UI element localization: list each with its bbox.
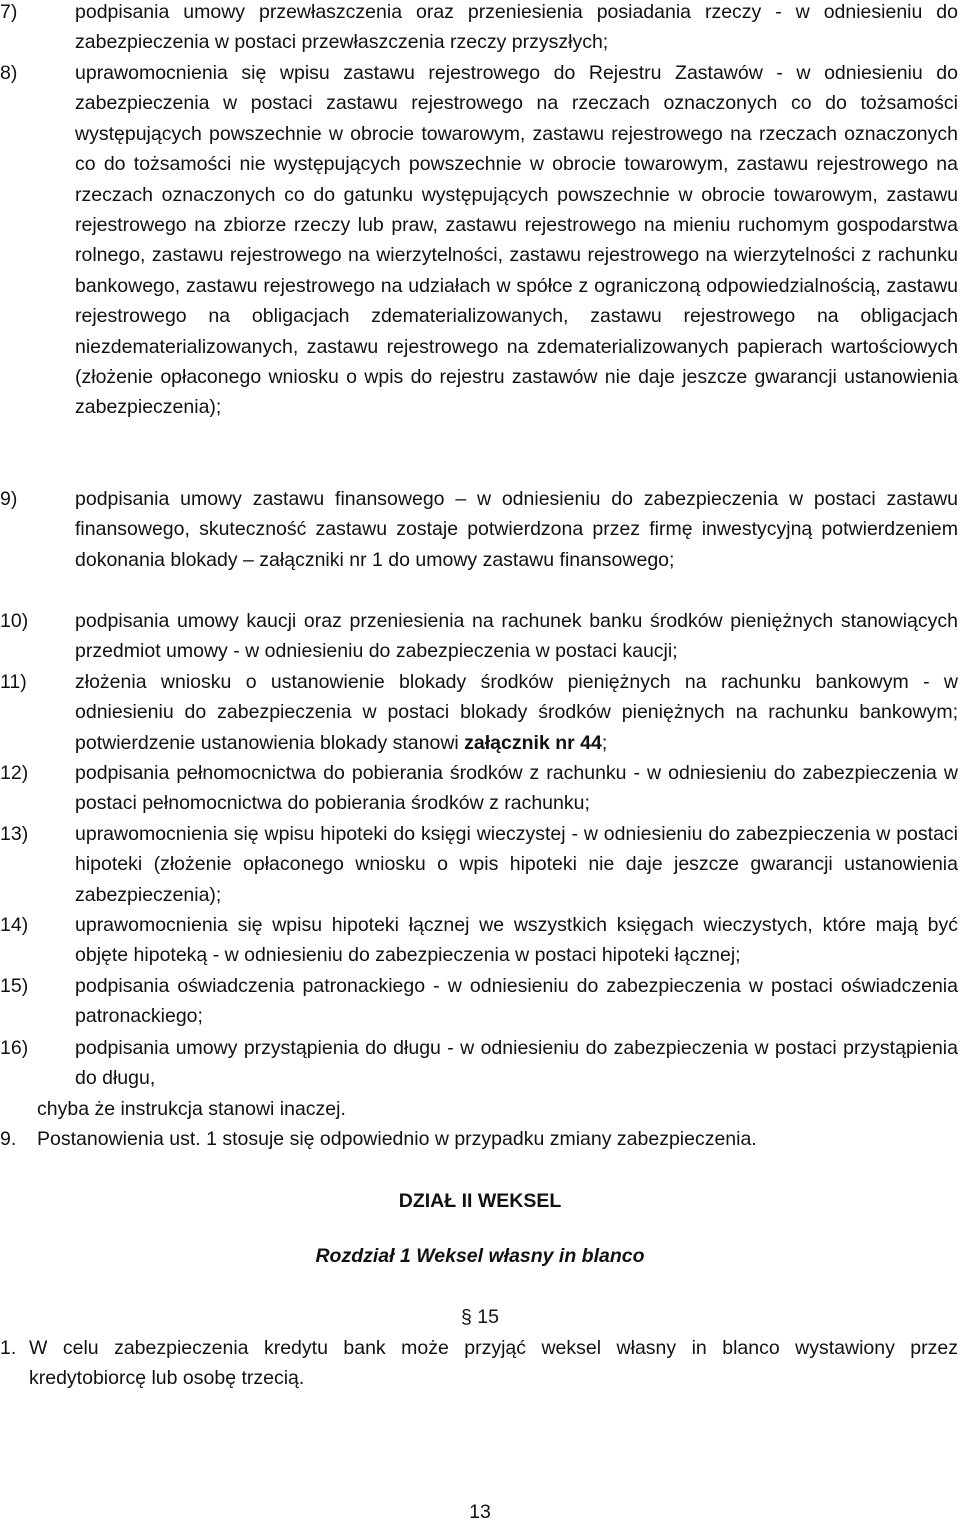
list-item-16 <box>0 1033 958 1094</box>
list-number: 16) <box>0 1037 29 1059</box>
paragraph-text: W celu zabezpieczenia kredytu bank może przyjąć weksel własny in blanco wystawiony przez kredytobiorcę lub osobę trzecią. <box>29 1337 958 1390</box>
list-number: 12) <box>0 762 29 784</box>
list-number: 14) <box>0 914 29 936</box>
list-item-8 <box>0 58 958 423</box>
list-number: 7) <box>0 1 18 23</box>
list-item-13 <box>0 819 958 910</box>
list-text: uprawomocnienia się wpisu zastawu rejestrowego do Rejestru Zastawów - w odniesieniu do zabezpieczenia w postaci zastawu rejestrowego na rzeczach oznaczonych co do tożsamości występujących powszechnie w obrocie towarowym, zastawu rejestrowego na rzeczach oznaczonych co do tożsamości nie występujących powszechnie w obrocie towarowym, zastawu rejestrowego na rzeczach oznaczonych co do gatunku występujących powszechnie w obrocie towarowym, zastawu rejestrowego na zbiorze rzeczy lub praw, zastawu rejestrowego na mieniu ruchomym gospodarstwa rolnego, zastawu rejestrowego na wierzytelności, zastawu rejestrowego na wierzytelności z rachunku bankowego, zastawu rejestrowego na udziałach w spółce z ograniczoną odpowiedzialnością, zastawu rejestrowego na obligacjach zdematerializowanych, zastawu rejestrowego na obligacjach niezdematerializowanych, zastawu rejestrowego na zdematerializowanych papierach wartościowych (złożenie opłaconego wniosku o wpis do rejestru zastawów nie daje jeszcze gwarancji ustanowienia zabezpieczenia); <box>75 62 958 419</box>
list-text: uprawomocnienia się wpisu hipoteki łącznej we wszystkich księgach wieczystych, które mają być objęte hipoteką - w odniesieniu do zabezpieczenia w postaci hipoteki łącznej; <box>75 914 958 967</box>
paragraph-number: 9. <box>0 1128 17 1150</box>
page-number: 13 <box>469 1501 491 1523</box>
closing-clause: chyba że instrukcja stanowi inaczej. <box>37 1098 346 1120</box>
list-item-10 <box>0 606 958 667</box>
list-text: uprawomocnienia się wpisu hipoteki do księgi wieczystej - w odniesieniu do zabezpieczenia w postaci hipoteki (złożenie opłaconego wniosku o wpis hipoteki nie daje jeszcze gwarancji ustanowienia zabezpieczenia); <box>75 823 958 906</box>
paragraph-mark: § 15 <box>461 1306 499 1328</box>
list-item-9 <box>0 484 958 575</box>
attachment-reference: załącznik nr 44 <box>464 731 602 754</box>
list-number: 10) <box>0 610 29 632</box>
list-text: podpisania umowy przystąpienia do długu - w odniesieniu do zabezpieczenia w postaci przystąpienia do długu, <box>75 1037 958 1090</box>
list-text: złożenia wniosku o ustanowienie blokady środków pieniężnych na rachunku bankowym - w odniesieniu do zabezpieczenia w postaci blokady środków pieniężnych na rachunku bankowym; potwierdzenie ustanowienia blokady stanowi załącznik nr 44; <box>75 671 958 754</box>
list-number: 15) <box>0 975 29 997</box>
list-item-12 <box>0 758 958 819</box>
paragraph-1 <box>0 1333 958 1394</box>
list-item-7 <box>0 0 958 58</box>
list-number: 11) <box>0 671 27 693</box>
chapter-title: Rozdział 1 Weksel własny in blanco <box>315 1245 645 1267</box>
list-item-14 <box>0 910 958 971</box>
section-title: DZIAŁ II WEKSEL <box>398 1190 562 1212</box>
list-number: 9) <box>0 488 18 510</box>
list-text: podpisania umowy zastawu finansowego – w odniesieniu do zabezpieczenia w postaci zastawu finansowego, skuteczność zastawu zostaje potwierdzona przez firmę inwestycyjną potwierdzeniem dokonania blokady – załączniki nr 1 do umowy zastawu finansowego; <box>75 488 958 571</box>
list-item-15 <box>0 971 958 1032</box>
list-number: 8) <box>0 62 18 84</box>
paragraph-text: Postanowienia ust. 1 stosuje się odpowiednio w przypadku zmiany zabezpieczenia. <box>37 1128 757 1150</box>
paragraph-9 <box>0 1124 958 1154</box>
list-text: podpisania oświadczenia patronackiego - w odniesieniu do zabezpieczenia w postaci oświadczenia patronackiego; <box>75 975 958 1028</box>
list-item-11 <box>0 667 958 758</box>
list-text: podpisania umowy przewłaszczenia oraz przeniesienia posiadania rzeczy - w odniesieniu do zabezpieczenia w postaci przewłaszczenia rzeczy przyszłych; <box>75 1 958 54</box>
paragraph-number: 1. <box>0 1337 17 1359</box>
list-number: 13) <box>0 823 29 845</box>
list-text: podpisania pełnomocnictwa do pobierania środków z rachunku - w odniesieniu do zabezpieczenia w postaci pełnomocnictwa do pobierania środków z rachunku; <box>75 762 958 815</box>
list-text: podpisania umowy kaucji oraz przeniesienia na rachunek banku środków pieniężnych stanowiących przedmiot umowy - w odniesieniu do zabezpieczenia w postaci kaucji; <box>75 610 958 663</box>
